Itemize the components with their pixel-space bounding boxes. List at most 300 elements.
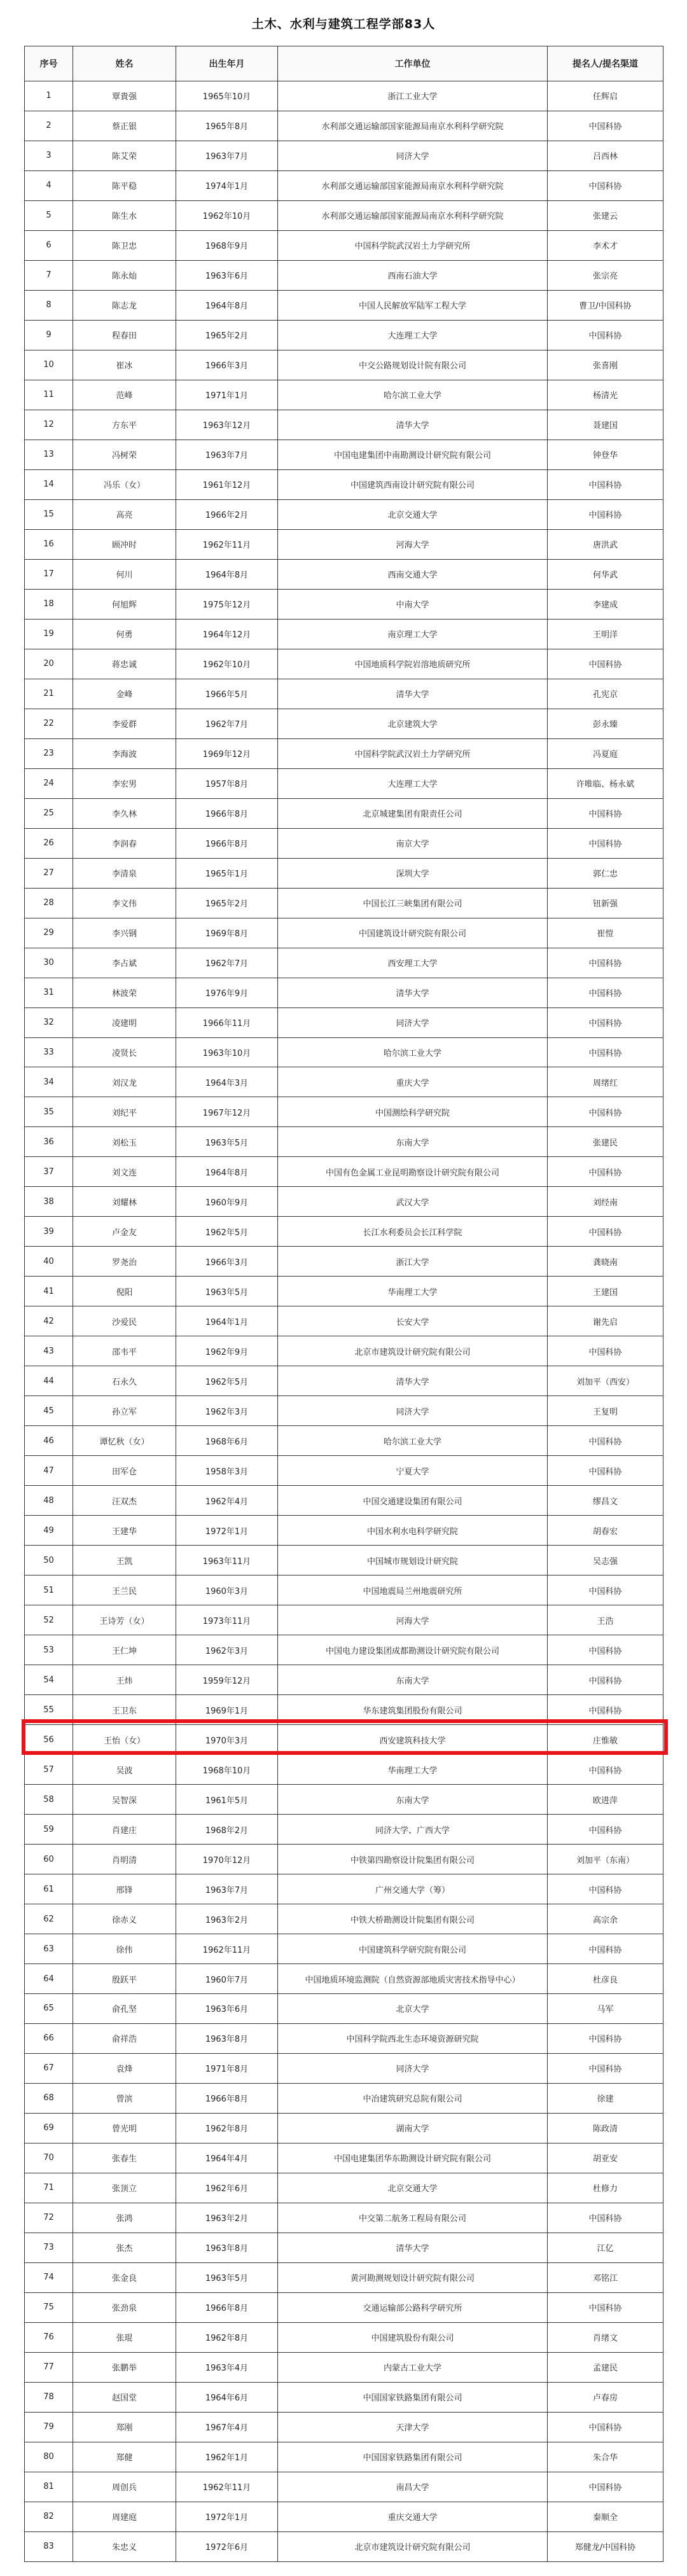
cell-name: 冯乐（女） (73, 469, 176, 499)
cell-nominator: 中国科协 (548, 1874, 663, 1904)
cell-nominator: 邓铭江 (548, 2262, 663, 2292)
cell-unit: 中国测绘科学研究院 (278, 1097, 548, 1127)
cell-birth: 1963年2月 (176, 1904, 278, 1934)
table-row (25, 798, 663, 828)
table-row (25, 2143, 663, 2173)
cell-name: 肖明清 (73, 1845, 176, 1874)
cell-unit: 清华大学 (278, 679, 548, 709)
cell-num: 59 (25, 1815, 73, 1845)
cell-unit: 中国国家铁路集团有限公司 (278, 2442, 548, 2472)
cell-name: 林波荣 (73, 978, 176, 1008)
table-row (25, 948, 663, 978)
cell-name: 陈卫忠 (73, 230, 176, 260)
table-row (25, 679, 663, 709)
cell-nominator: 任辉启 (548, 81, 663, 111)
cell-birth: 1958年3月 (176, 1456, 278, 1486)
cell-unit: 重庆交通大学 (278, 2502, 548, 2531)
cell-num: 51 (25, 1575, 73, 1605)
cell-unit: 南京大学 (278, 828, 548, 858)
table-row (25, 380, 663, 410)
cell-unit: 长江水利委员会长江科学院 (278, 1217, 548, 1247)
header-name: 姓名 (73, 46, 176, 81)
cell-unit: 水利部交通运输部国家能源局南京水利科学研究院 (278, 170, 548, 200)
cell-name: 周建庭 (73, 2502, 176, 2531)
cell-name: 王凯 (73, 1546, 176, 1575)
cell-nominator: 唐洪武 (548, 529, 663, 559)
table-row (25, 410, 663, 440)
page-title: 土木、水利与建筑工程学部83人 (251, 17, 436, 31)
cell-name: 邵韦平 (73, 1336, 176, 1366)
cell-birth: 1966年8月 (176, 798, 278, 828)
cell-birth: 1966年11月 (176, 1008, 278, 1037)
cell-unit: 同济大学 (278, 1396, 548, 1426)
cell-birth: 1966年5月 (176, 679, 278, 709)
cell-name: 高亮 (73, 499, 176, 529)
cell-name: 曾光明 (73, 2113, 176, 2143)
table-row (25, 1037, 663, 1067)
cell-nominator: 中国科协 (548, 1815, 663, 1845)
cell-unit: 东南大学 (278, 1665, 548, 1695)
cell-num: 2 (25, 111, 73, 141)
table-row (25, 320, 663, 350)
cell-unit: 北京市建筑设计研究院有限公司 (278, 1336, 548, 1366)
table-row (25, 2083, 663, 2113)
table-row (25, 1725, 663, 1755)
cell-unit: 中国长江三峡集团有限公司 (278, 888, 548, 918)
cell-birth: 1964年6月 (176, 2382, 278, 2412)
cell-birth: 1972年1月 (176, 1516, 278, 1546)
cell-name: 周创兵 (73, 2472, 176, 2502)
cell-unit: 同济大学 (278, 141, 548, 170)
table-row (25, 1695, 663, 1725)
cell-num: 38 (25, 1187, 73, 1217)
cell-num: 57 (25, 1755, 73, 1785)
cell-nominator: 朱合华 (548, 2442, 663, 2472)
cell-unit: 浙江工业大学 (278, 81, 548, 111)
cell-birth: 1963年7月 (176, 1874, 278, 1904)
cell-nominator: 中国科协 (548, 2412, 663, 2442)
cell-birth: 1968年2月 (176, 1815, 278, 1845)
cell-nominator: 中国科协 (548, 1665, 663, 1695)
cell-name: 张春生 (73, 2143, 176, 2173)
cell-unit: 中国人民解放军陆军工程大学 (278, 290, 548, 320)
cell-unit: 中国国家铁路集团有限公司 (278, 2382, 548, 2412)
cell-unit: 北京城建集团有限责任公司 (278, 798, 548, 828)
cell-num: 80 (25, 2442, 73, 2472)
cell-num: 34 (25, 1067, 73, 1097)
cell-unit: 同济大学 (278, 2053, 548, 2083)
cell-name: 陈生水 (73, 200, 176, 230)
cell-name: 顾冲时 (73, 529, 176, 559)
cell-birth: 1963年7月 (176, 141, 278, 170)
table-row (25, 2262, 663, 2292)
cell-name: 张鹏举 (73, 2352, 176, 2382)
cell-name: 崔冰 (73, 350, 176, 380)
table-row (25, 1785, 663, 1815)
table-row (25, 499, 663, 529)
cell-unit: 中国电建集团中南勘测设计研究院有限公司 (278, 440, 548, 469)
table-row (25, 828, 663, 858)
cell-unit: 河海大学 (278, 529, 548, 559)
cell-name: 王建华 (73, 1516, 176, 1546)
cell-num: 67 (25, 2053, 73, 2083)
cell-name: 程春田 (73, 320, 176, 350)
cell-nominator: 张喜刚 (548, 350, 663, 380)
cell-birth: 1964年4月 (176, 2143, 278, 2173)
table-row (25, 1008, 663, 1037)
cell-num: 30 (25, 948, 73, 978)
cell-name: 孙立军 (73, 1396, 176, 1426)
cell-unit: 清华大学 (278, 978, 548, 1008)
cell-nominator: 肖绪文 (548, 2322, 663, 2352)
cell-num: 26 (25, 828, 73, 858)
table-row (25, 170, 663, 200)
cell-num: 15 (25, 499, 73, 529)
cell-name: 朱忠义 (73, 2531, 176, 2561)
cell-birth: 1975年12月 (176, 589, 278, 619)
cell-nominator: 王复明 (548, 1396, 663, 1426)
cell-name: 张顶立 (73, 2173, 176, 2203)
cell-nominator: 中国科协 (548, 320, 663, 350)
cell-unit: 清华大学 (278, 1366, 548, 1396)
cell-unit: 中国电力建设集团成都勘测设计研究院有限公司 (278, 1635, 548, 1665)
table-row (25, 1605, 663, 1635)
cell-name: 何旭辉 (73, 589, 176, 619)
cell-unit: 中国科学院西北生态环境资源研究院 (278, 2023, 548, 2053)
cell-birth: 1966年8月 (176, 828, 278, 858)
cell-unit: 北京交通大学 (278, 499, 548, 529)
cell-birth: 1965年10月 (176, 81, 278, 111)
cell-nominator: 胡亚安 (548, 2143, 663, 2173)
cell-birth: 1972年1月 (176, 2502, 278, 2531)
cell-birth: 1961年12月 (176, 469, 278, 499)
cell-birth: 1962年3月 (176, 1635, 278, 1665)
cell-nominator: 中国科协 (548, 828, 663, 858)
cell-nominator: 中国科协 (548, 1934, 663, 1964)
cell-unit: 水利部交通运输部国家能源局南京水利科学研究院 (278, 200, 548, 230)
cell-birth: 1964年1月 (176, 1306, 278, 1336)
cell-nominator: 中国科协 (548, 2203, 663, 2233)
table-row (25, 440, 663, 469)
table-row (25, 738, 663, 768)
cell-name: 陈艾荣 (73, 141, 176, 170)
cell-birth: 1966年8月 (176, 2083, 278, 2113)
cell-birth: 1963年10月 (176, 1037, 278, 1067)
cell-num: 23 (25, 738, 73, 768)
cell-nominator: 中国科协 (548, 798, 663, 828)
cell-name: 徐伟 (73, 1934, 176, 1964)
cell-name: 徐赤义 (73, 1904, 176, 1934)
cell-num: 45 (25, 1396, 73, 1426)
cell-name: 郑健 (73, 2442, 176, 2472)
cell-num: 32 (25, 1008, 73, 1037)
cell-nominator: 秦顺全 (548, 2502, 663, 2531)
cell-unit: 中交第二航务工程局有限公司 (278, 2203, 548, 2233)
cell-birth: 1968年9月 (176, 230, 278, 260)
cell-unit: 东南大学 (278, 1785, 548, 1815)
cell-nominator: 中国科协 (548, 1755, 663, 1785)
cell-num: 22 (25, 709, 73, 738)
cell-unit: 中国城市规划设计研究院 (278, 1546, 548, 1575)
cell-nominator: 张建云 (548, 200, 663, 230)
cell-unit: 中国交通建设集团有限公司 (278, 1486, 548, 1516)
cell-nominator: 中国科协 (548, 1157, 663, 1187)
cell-num: 16 (25, 529, 73, 559)
cell-birth: 1966年3月 (176, 1247, 278, 1277)
cell-birth: 1972年6月 (176, 2531, 278, 2561)
cell-nominator: 吴志强 (548, 1546, 663, 1575)
cell-birth: 1962年7月 (176, 948, 278, 978)
table-row (25, 1456, 663, 1486)
cell-name: 刘纪平 (73, 1097, 176, 1127)
header-unit: 工作单位 (278, 46, 548, 81)
cell-birth: 1962年9月 (176, 1336, 278, 1366)
cell-birth: 1965年2月 (176, 888, 278, 918)
cell-name: 金峰 (73, 679, 176, 709)
cell-birth: 1966年2月 (176, 499, 278, 529)
cell-num: 63 (25, 1934, 73, 1964)
table-row (25, 1665, 663, 1695)
cell-num: 49 (25, 1516, 73, 1546)
table-row (25, 2173, 663, 2203)
cell-birth: 1962年11月 (176, 1934, 278, 1964)
cell-birth: 1971年1月 (176, 380, 278, 410)
table-row (25, 1874, 663, 1904)
table-row (25, 2322, 663, 2352)
cell-name: 李占斌 (73, 948, 176, 978)
cell-unit: 华南理工大学 (278, 1277, 548, 1306)
cell-birth: 1965年2月 (176, 320, 278, 350)
cell-birth: 1961年5月 (176, 1785, 278, 1815)
cell-birth: 1973年11月 (176, 1605, 278, 1635)
table-row (25, 1516, 663, 1546)
cell-num: 11 (25, 380, 73, 410)
table-row (25, 1217, 663, 1247)
cell-birth: 1974年1月 (176, 170, 278, 200)
cell-name: 张鸿 (73, 2203, 176, 2233)
cell-nominator: 胡春宏 (548, 1516, 663, 1546)
cell-unit: 中国建筑股份有限公司 (278, 2322, 548, 2352)
cell-unit: 宁夏大学 (278, 1456, 548, 1486)
cell-num: 12 (25, 410, 73, 440)
cell-name: 郑刚 (73, 2412, 176, 2442)
cell-num: 44 (25, 1366, 73, 1396)
cell-num: 48 (25, 1486, 73, 1516)
cell-unit: 中国地震局兰州地震研究所 (278, 1575, 548, 1605)
cell-nominator: 中国科协 (548, 1695, 663, 1725)
cell-nominator: 崔愷 (548, 918, 663, 948)
cell-nominator: 高宗余 (548, 1904, 663, 1934)
cell-name: 田军仓 (73, 1456, 176, 1486)
cell-unit: 湖南大学 (278, 2113, 548, 2143)
table-row (25, 2502, 663, 2531)
cell-name: 邢锋 (73, 1874, 176, 1904)
cell-birth: 1965年1月 (176, 858, 278, 888)
cell-nominator: 中国科协 (548, 1037, 663, 1067)
cell-nominator: 中国科协 (548, 2292, 663, 2322)
cell-name: 王怡（女） (73, 1725, 176, 1755)
cell-birth: 1964年8月 (176, 290, 278, 320)
table-row (25, 1127, 663, 1157)
cell-unit: 南京理工大学 (278, 619, 548, 649)
cell-nominator: 张建民 (548, 1127, 663, 1157)
cell-name: 卢金友 (73, 1217, 176, 1247)
cell-num: 69 (25, 2113, 73, 2143)
cell-nominator: 中国科协 (548, 2472, 663, 2502)
cell-num: 37 (25, 1157, 73, 1187)
cell-name: 方东平 (73, 410, 176, 440)
table-row (25, 1964, 663, 1994)
cell-nominator: 中国科协 (548, 1008, 663, 1037)
cell-unit: 浙江大学 (278, 1247, 548, 1277)
cell-unit: 中国地质科学院岩溶地质研究所 (278, 649, 548, 679)
cell-name: 刘文连 (73, 1157, 176, 1187)
table-row (25, 1247, 663, 1277)
cell-birth: 1970年12月 (176, 1845, 278, 1874)
cell-name: 凌建明 (73, 1008, 176, 1037)
cell-unit: 哈尔滨工业大学 (278, 380, 548, 410)
cell-birth: 1960年3月 (176, 1575, 278, 1605)
table-row (25, 2531, 663, 2561)
table-row (25, 260, 663, 290)
table-row (25, 1635, 663, 1665)
cell-name: 汪双杰 (73, 1486, 176, 1516)
cell-num: 79 (25, 2412, 73, 2442)
cell-name: 王卫东 (73, 1695, 176, 1725)
cell-nominator: 聂建国 (548, 410, 663, 440)
cell-nominator: 中国科协 (548, 1336, 663, 1366)
table-row (25, 619, 663, 649)
cell-birth: 1963年2月 (176, 2203, 278, 2233)
cell-unit: 中国电建集团华东勘测设计研究院有限公司 (278, 2143, 548, 2173)
cell-birth: 1963年8月 (176, 2023, 278, 2053)
cell-unit: 重庆大学 (278, 1067, 548, 1097)
cell-birth: 1959年12月 (176, 1665, 278, 1695)
cell-unit: 大连理工大学 (278, 768, 548, 798)
cell-birth: 1968年10月 (176, 1755, 278, 1785)
cell-unit: 哈尔滨工业大学 (278, 1426, 548, 1456)
cell-nominator: 张宗亮 (548, 260, 663, 290)
cell-unit: 广州交通大学（筹） (278, 1874, 548, 1904)
cell-unit: 西南交通大学 (278, 559, 548, 589)
cell-num: 35 (25, 1097, 73, 1127)
cell-unit: 清华大学 (278, 2233, 548, 2262)
cell-nominator: 龚晓南 (548, 1247, 663, 1277)
cell-unit: 华南理工大学 (278, 1755, 548, 1785)
cell-birth: 1969年1月 (176, 1695, 278, 1725)
cell-unit: 北京市建筑设计研究院有限公司 (278, 2531, 548, 2561)
table-row (25, 1994, 663, 2024)
cell-unit: 北京建筑大学 (278, 709, 548, 738)
cell-unit: 长安大学 (278, 1306, 548, 1336)
cell-birth: 1966年8月 (176, 2292, 278, 2322)
header-row (25, 46, 663, 81)
table-row (25, 559, 663, 589)
cell-num: 60 (25, 1845, 73, 1874)
cell-num: 73 (25, 2233, 73, 2262)
cell-num: 43 (25, 1336, 73, 1366)
cell-unit: 清华大学 (278, 410, 548, 440)
cell-num: 70 (25, 2143, 73, 2173)
table-row (25, 2113, 663, 2143)
cell-name: 曾滨 (73, 2083, 176, 2113)
cell-nominator: 李术才 (548, 230, 663, 260)
table-row (25, 1904, 663, 1934)
cell-name: 李润春 (73, 828, 176, 858)
cell-name: 沙爱民 (73, 1306, 176, 1336)
cell-nominator: 卢春房 (548, 2382, 663, 2412)
cell-unit: 交通运输部公路科学研究所 (278, 2292, 548, 2322)
cell-birth: 1963年6月 (176, 260, 278, 290)
cell-name: 刘耀林 (73, 1187, 176, 1217)
table-row (25, 1486, 663, 1516)
cell-nominator: 徐建 (548, 2083, 663, 2113)
cell-unit: 中国科学院武汉岩土力学研究所 (278, 230, 548, 260)
cell-birth: 1967年12月 (176, 1097, 278, 1127)
cell-birth: 1971年8月 (176, 2053, 278, 2083)
cell-nominator: 李建成 (548, 589, 663, 619)
cell-name: 刘松玉 (73, 1127, 176, 1157)
cell-name: 吴智深 (73, 1785, 176, 1815)
cell-name: 张劲泉 (73, 2292, 176, 2322)
cell-num: 36 (25, 1127, 73, 1157)
cell-nominator: 刘经南 (548, 1187, 663, 1217)
table-row (25, 918, 663, 948)
cell-name: 李海波 (73, 738, 176, 768)
cell-unit: 西安建筑科技大学 (278, 1725, 548, 1755)
cell-nominator: 王建国 (548, 1277, 663, 1306)
cell-nominator: 吕西林 (548, 141, 663, 170)
cell-unit: 西南石油大学 (278, 260, 548, 290)
cell-num: 31 (25, 978, 73, 1008)
cell-num: 41 (25, 1277, 73, 1306)
cell-nominator: 中国科协 (548, 1456, 663, 1486)
table-row (25, 888, 663, 918)
cell-name: 范峰 (73, 380, 176, 410)
cell-num: 53 (25, 1635, 73, 1665)
cell-num: 17 (25, 559, 73, 589)
table-row (25, 1934, 663, 1964)
table-row (25, 2352, 663, 2382)
cell-unit: 中国有色金属工业昆明勘察设计研究院有限公司 (278, 1157, 548, 1187)
table-row (25, 2412, 663, 2442)
cell-unit: 水利部交通运输部国家能源局南京水利科学研究院 (278, 111, 548, 141)
cell-num: 39 (25, 1217, 73, 1247)
cell-unit: 中铁大桥勘测设计院集团有限公司 (278, 1904, 548, 1934)
cell-birth: 1967年4月 (176, 2412, 278, 2442)
cell-unit: 深圳大学 (278, 858, 548, 888)
cell-nominator: 许唯临、杨永斌 (548, 768, 663, 798)
cell-unit: 中铁第四勘察设计院集团有限公司 (278, 1845, 548, 1874)
cell-name: 罗尧治 (73, 1247, 176, 1277)
cell-nominator: 中国科协 (548, 1426, 663, 1456)
cell-birth: 1962年1月 (176, 2442, 278, 2472)
cell-name: 李爱群 (73, 709, 176, 738)
cell-num: 82 (25, 2502, 73, 2531)
cell-num: 4 (25, 170, 73, 200)
cell-num: 1 (25, 81, 73, 111)
cell-nominator: 冯夏庭 (548, 738, 663, 768)
cell-num: 29 (25, 918, 73, 948)
cell-num: 24 (25, 768, 73, 798)
cell-name: 王兰民 (73, 1575, 176, 1605)
cell-birth: 1962年6月 (176, 2173, 278, 2203)
cell-num: 81 (25, 2472, 73, 2502)
cell-name: 谭忆秋（女） (73, 1426, 176, 1456)
table-row (25, 200, 663, 230)
table-row (25, 2203, 663, 2233)
cell-num: 7 (25, 260, 73, 290)
